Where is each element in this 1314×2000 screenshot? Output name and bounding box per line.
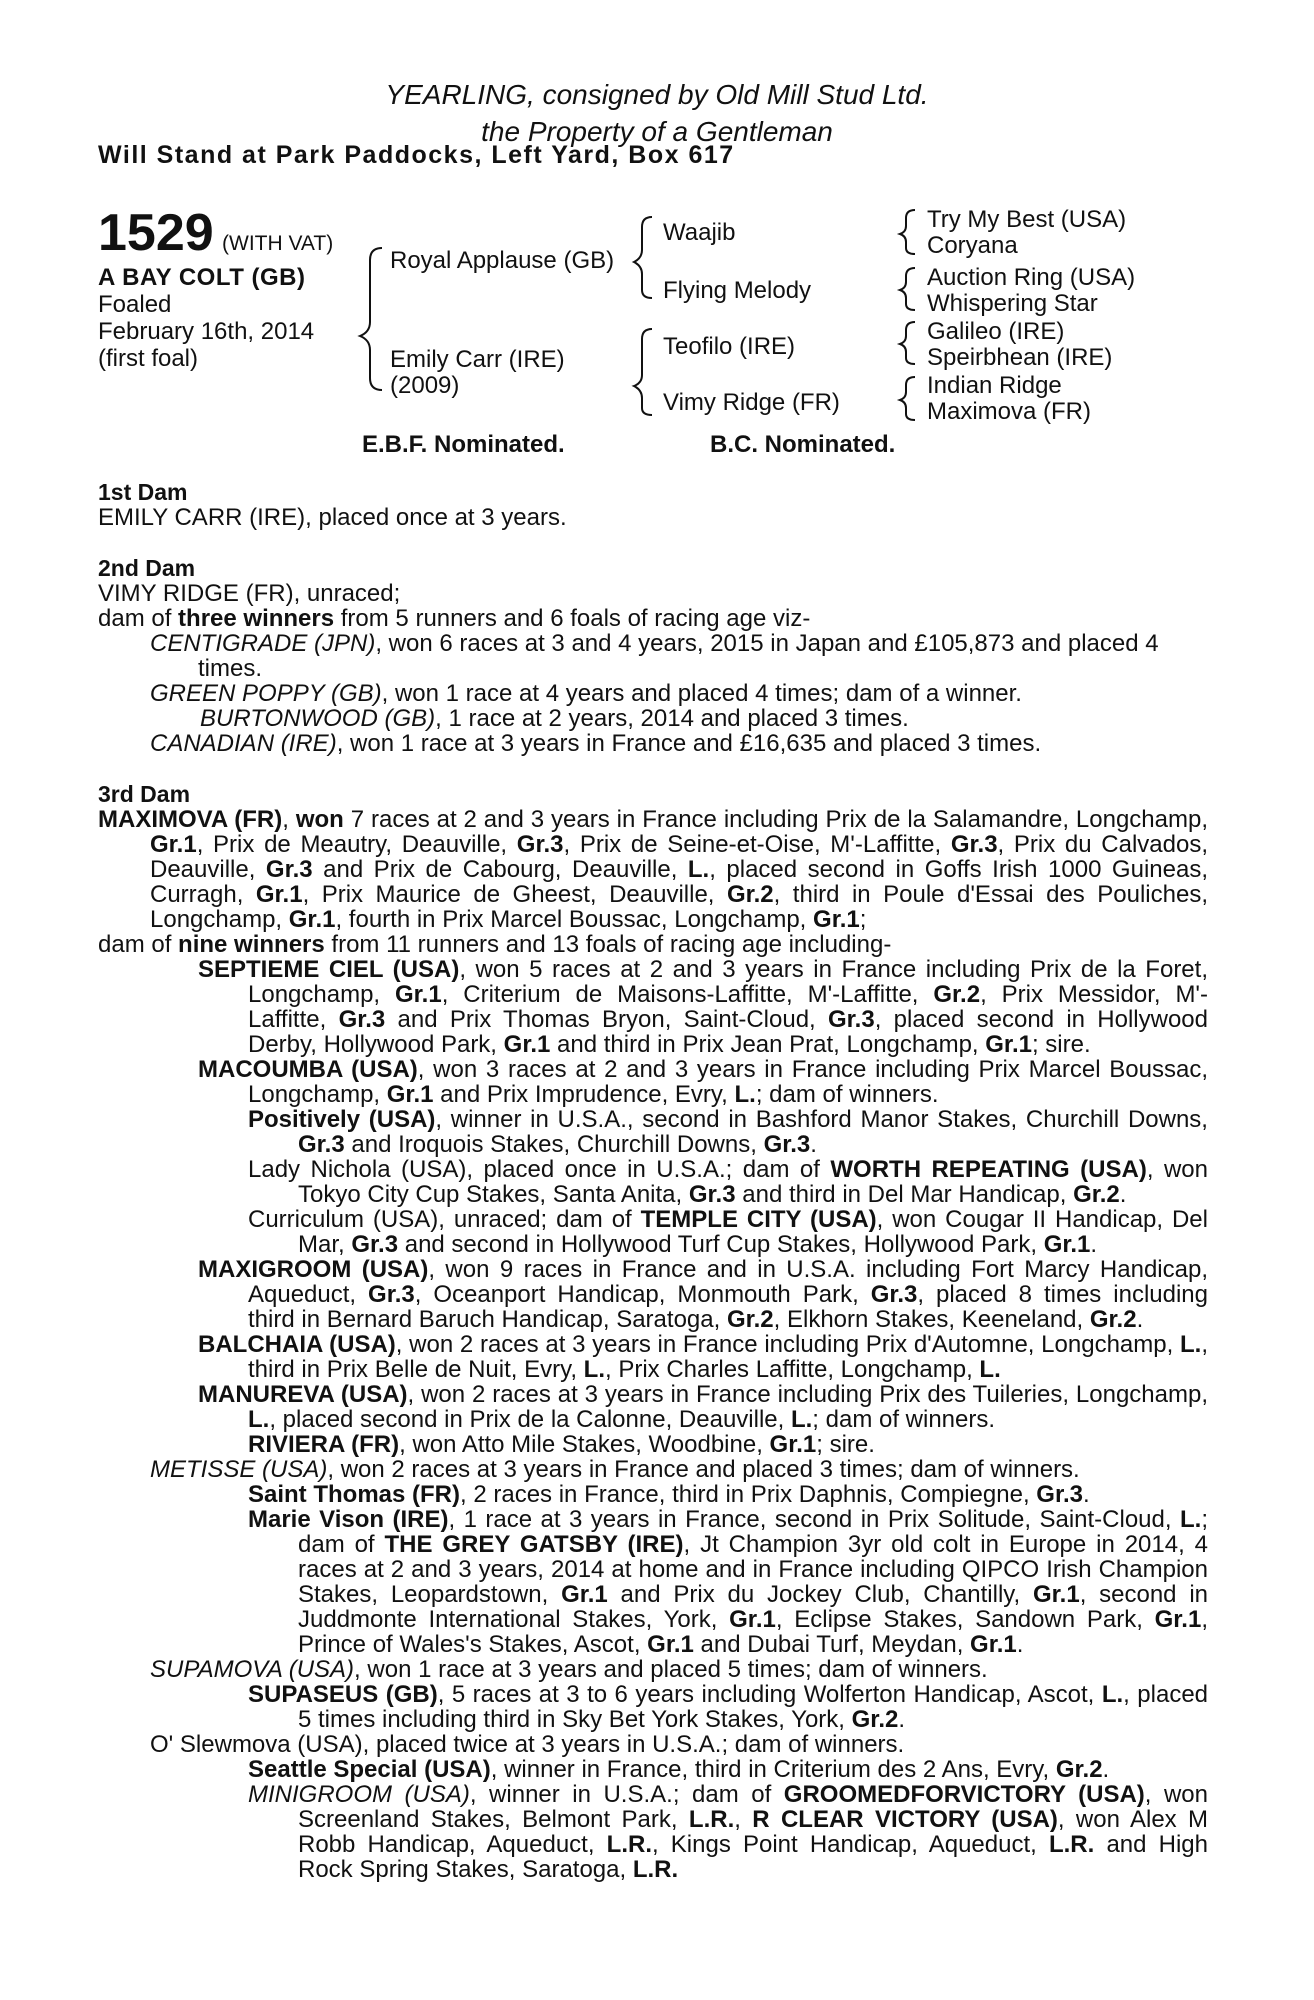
property-line: the Property of a Gentleman xyxy=(481,116,833,147)
produce-entry: BALCHAIA (USA), won 2 races at 3 years in France including Prix d'Automne, Longchamp, L., third in Prix Belle de Nuit, Evry, L., Prix Charles Laffitte, Longchamp, L. xyxy=(198,1331,1208,1383)
foaled-label: Foaled xyxy=(98,291,172,318)
vat-note: (WITH VAT) xyxy=(222,232,334,255)
first-dam-section xyxy=(98,480,1208,530)
second-dam-heading: 2nd Dam xyxy=(98,555,196,581)
consignor-line: YEARLING, consigned by Old Mill Stud Ltd. xyxy=(385,79,929,110)
pedigree-dds: Indian Ridge xyxy=(927,372,1062,399)
produce-entry: MANUREVA (USA), won 2 races at 3 years in France including Prix des Tuileries, Longchamp, L., placed second in Prix de la Calonne, Deauville, L.; dam of winners. xyxy=(198,1381,1208,1433)
produce-entry: BURTONWOOD (GB), 1 race at 2 years, 2014 and placed 3 times. xyxy=(200,705,909,732)
produce-entry: METISSE (USA), won 2 races at 3 years in France and placed 3 times; dam of winners. xyxy=(150,1456,1080,1483)
third-dam-heading: 3rd Dam xyxy=(98,781,191,807)
ebf-nominated: E.B.F. Nominated. xyxy=(362,431,565,458)
third-dam-record: MAXIMOVA (FR), won 7 races at 2 and 3 years in France including Prix de la Salamandre, Longchamp, Gr.1, Prix de Meautry, Deauville, Gr.3, Prix de Seine-et-Oise, M'-Laffitte, Gr.3, Prix du Calvados, Deauville, Gr.3 and Prix de Cabourg, Deauville, L., placed second in Goffs Irish 1000 Guineas, Curragh, Gr.1, Prix Maurice de Gheest, Deauville, Gr.2, third in Poule d'Essai des Pouliches, Longchamp, Gr.1, fourth in Prix Marcel Boussac, Longchamp, Gr.1; xyxy=(98,806,1209,933)
produce-entry: GREEN POPPY (GB), won 1 race at 4 years and placed 4 times; dam of a winner. xyxy=(150,680,1022,707)
third-dam-produce-summary: dam of nine winners from 11 runners and 13 foals of racing age including- xyxy=(98,931,892,958)
produce-entry: MINIGROOM (USA), winner in U.S.A.; dam of GROOMEDFORVICTORY (USA), won Screenland Stakes, Belmont Park, L.R., R CLEAR VICTORY (USA), won Alex M Robb Handicap, Aqueduct, L.R., Kings Point Handicap, Aqueduct, L.R. and High Rock Spring Stakes, Saratoga, L.R. xyxy=(248,1781,1209,1883)
bc-nominated: B.C. Nominated. xyxy=(710,431,896,458)
lot-number: 1529 xyxy=(98,204,214,262)
produce-entry: MAXIGROOM (USA), won 9 races in France and in U.S.A. including Fort Marcy Handicap, Aqueduct, Gr.3, Oceanport Handicap, Monmouth Park, Gr.3, placed 8 times including third in Bernard Baruch Handicap, Saratoga, Gr.2, Elkhorn Stakes, Keeneland, Gr.2. xyxy=(198,1256,1208,1333)
produce-entry: Curriculum (USA), unraced; dam of TEMPLE CITY (USA), won Cougar II Handicap, Del Mar, Gr.3 and second in Hollywood Turf Cup Stakes, Hollywood Park, Gr.1. xyxy=(248,1206,1208,1258)
pedigree-ddd: Maximova (FR) xyxy=(927,398,1092,425)
foal-note: (first foal) xyxy=(98,345,199,372)
pedigree-sire-sire: Waajib xyxy=(663,219,736,246)
produce-entry: SUPASEUS (GB), 5 races at 3 to 6 years including Wolferton Handicap, Ascot, L., placed 5 times including third in Sky Bet York Stakes, York, Gr.2. xyxy=(248,1681,1209,1733)
pedigree-dam-dam: Vimy Ridge (FR) xyxy=(663,389,840,416)
pedigree-dsd: Speirbhean (IRE) xyxy=(927,344,1113,371)
produce-entry: Positively (USA), winner in U.S.A., second in Bashford Manor Stakes, Churchill Downs, Gr.3 and Iroquois Stakes, Churchill Downs, Gr.3. xyxy=(248,1106,1208,1158)
horse-name: A BAY COLT (GB) xyxy=(98,264,306,291)
produce-entry: Seattle Special (USA), winner in France, third in Criterium des 2 Ans, Evry, Gr.2. xyxy=(248,1756,1110,1783)
first-dam-heading: 1st Dam xyxy=(98,479,188,505)
second-dam-section xyxy=(98,556,1208,756)
pedigree-ssd: Coryana xyxy=(927,232,1018,259)
pedigree-sss: Try My Best (USA) xyxy=(927,206,1127,233)
pedigree-sire: Royal Applause (GB) xyxy=(390,247,615,274)
pedigree-sdd: Whispering Star xyxy=(927,290,1098,317)
pedigree-sds: Auction Ring (USA) xyxy=(927,264,1136,291)
produce-entry: Lady Nichola (USA), placed once in U.S.A.; dam of WORTH REPEATING (USA), won Tokyo City Cup Stakes, Santa Anita, Gr.3 and third in Del Mar Handicap, Gr.2. xyxy=(248,1156,1208,1208)
second-dam-produce-summary: dam of three winners from 5 runners and 6 foals of racing age viz- xyxy=(98,605,811,632)
stand-location: Will Stand at Park Paddocks, Left Yard, Box 617 xyxy=(98,141,735,169)
produce-entry: CENTIGRADE (JPN), won 6 races at 3 and 4 years, 2015 in Japan and £105,873 and placed 4 times. xyxy=(150,630,1159,682)
foaled-date: February 16th, 2014 xyxy=(98,318,315,345)
third-dam-section xyxy=(98,782,1208,1882)
produce-entry: Marie Vison (IRE), 1 race at 3 years in France, second in Prix Solitude, Saint-Cloud, L.; dam of THE GREY GATSBY (IRE), Jt Champion 3yr old colt in Europe in 2014, 4 races at 2 and 3 years, 2014 at home and in France including QIPCO Irish Champion Stakes, Leopardstown, Gr.1 and Prix du Jockey Club, Chantilly, Gr.1, second in Juddmonte International Stakes, York, Gr.1, Eclipse Stakes, Sandown Park, Gr.1, Prince of Wales's Stakes, Ascot, Gr.1 and Dubai Turf, Meydan, Gr.1. xyxy=(248,1506,1208,1658)
produce-entry: RIVIERA (FR), won Atto Mile Stakes, Woodbine, Gr.1; sire. xyxy=(248,1431,875,1458)
pedigree-dam-year: (2009) xyxy=(390,372,460,399)
produce-entry: MACOUMBA (USA), won 3 races at 2 and 3 years in France including Prix Marcel Boussac, Longchamp, Gr.1 and Prix Imprudence, Evry, L.; dam of winners. xyxy=(198,1056,1209,1108)
produce-entry: SEPTIEME CIEL (USA), won 5 races at 2 and 3 years in France including Prix de la Foret, Longchamp, Gr.1, Criterium de Maisons-Laffitte, M'-Laffitte, Gr.2, Prix Messidor, M'-Laffitte, Gr.3 and Prix Thomas Bryon, Saint-Cloud, Gr.3, placed second in Hollywood Derby, Hollywood Park, Gr.1 and third in Prix Jean Prat, Longchamp, Gr.1; sire. xyxy=(198,956,1209,1058)
pedigree-dam-sire: Teofilo (IRE) xyxy=(663,333,796,360)
first-dam-text: EMILY CARR (IRE), placed once at 3 years. xyxy=(98,504,567,531)
produce-entry: Saint Thomas (FR), 2 races in France, third in Prix Daphnis, Compiegne, Gr.3. xyxy=(248,1481,1090,1508)
produce-entry: O' Slewmova (USA), placed twice at 3 years in U.S.A.; dam of winners. xyxy=(150,1731,905,1758)
pedigree-dss: Galileo (IRE) xyxy=(927,318,1065,345)
second-dam-line: VIMY RIDGE (FR), unraced; xyxy=(98,580,401,607)
produce-entry: CANADIAN (IRE), won 1 race at 3 years in France and £16,635 and placed 3 times. xyxy=(150,730,1042,757)
produce-entry: SUPAMOVA (USA), won 1 race at 3 years and placed 5 times; dam of winners. xyxy=(150,1656,988,1683)
pedigree-sire-dam: Flying Melody xyxy=(663,277,812,304)
pedigree-dam: Emily Carr (IRE) xyxy=(390,346,565,373)
